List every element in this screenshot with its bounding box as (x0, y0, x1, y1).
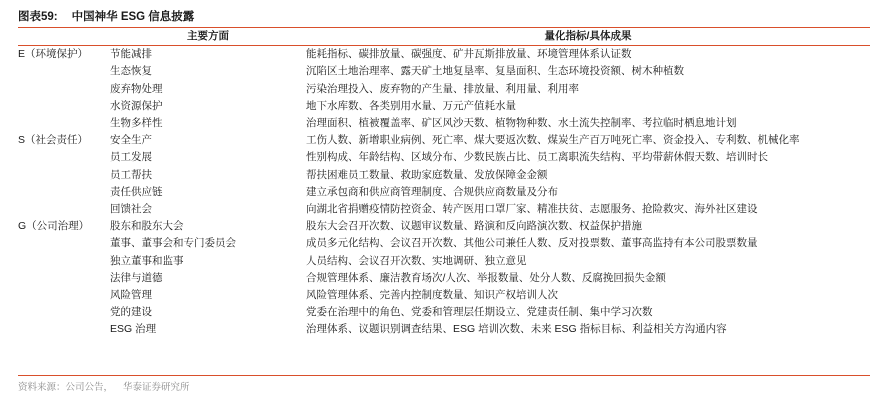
cell-aspect: 法律与道德 (110, 271, 163, 284)
table-row (18, 287, 870, 304)
cell-aspect: 独立董事和监事 (110, 254, 184, 267)
header-dimension (18, 28, 110, 45)
figure-title-text: 中国神华 ESG 信息披露 (71, 11, 195, 23)
table-row (18, 184, 870, 201)
cell-dimension (18, 287, 110, 304)
table-row (18, 218, 870, 235)
cell-indicator: 治理体系、议题识别调查结果、ESG 培训次数、未来 ESG 指标目标、利益相关方沟通内容 (306, 323, 727, 336)
cell-aspect: 节能减排 (110, 48, 152, 61)
cell-dimension (18, 201, 110, 218)
cell-indicator: 性别构成、年龄结构、区域分布、少数民族占比、员工离职流失结构、平均带薪休假天数、培训时长 (306, 151, 768, 164)
cell-aspect: 董事、董事会和专门委员会 (110, 237, 236, 250)
table-row (18, 167, 870, 184)
cell-dimension (18, 270, 110, 287)
cell-aspect: 风险管理 (110, 289, 152, 302)
cell-indicator: 帮扶困难员工数量、救助家庭数量、发放保障金金额 (306, 168, 548, 181)
header-aspect: 主要方面 (187, 30, 229, 42)
cell-dimension (18, 98, 110, 115)
source-text: 公司公告， (65, 382, 114, 393)
cell-aspect: 员工发展 (110, 151, 152, 164)
cell-dimension (18, 235, 110, 252)
cell-dimension (18, 321, 110, 338)
cell-aspect: 安全生产 (110, 134, 152, 147)
cell-dimension (18, 253, 110, 270)
cell-dimension (18, 167, 110, 184)
table-row (18, 81, 870, 98)
cell-indicator: 向湖北省捐赠疫情防控资金、转产医用口罩厂家、精准扶贫、志愿服务、抢险救灾、海外社区建设 (306, 203, 758, 216)
cell-dimension (18, 304, 110, 321)
cell-indicator: 股东大会召开次数、议题审议数量、路演和反向路演次数、权益保护措施 (306, 220, 642, 233)
cell-indicator: 成员多元化结构、会议召开次数、其他公司兼任人数、反对投票数、董事高监持有本公司股票数量 (306, 237, 758, 250)
source-note (18, 379, 870, 393)
cell-indicator: 治理面积、植被覆盖率、矿区风沙天数、植物物种数、水土流失控制率、考拉临时栖息地计划 (306, 117, 737, 130)
cell-aspect: 责任供应链 (110, 185, 163, 198)
table-header-row (18, 28, 870, 45)
cell-indicator: 建立承包商和供应商管理制度、合规供应商数量及分布 (306, 185, 558, 198)
table-row (18, 132, 870, 149)
cell-aspect: 废弃物处理 (110, 82, 163, 95)
esg-disclosure-body (18, 46, 870, 338)
cell-indicator: 风险管理体系、完善内控制度数量、知识产权培训人次 (306, 289, 558, 302)
cell-aspect: 回馈社会 (110, 203, 152, 216)
table-row (18, 253, 870, 270)
figure-number: 图表59: (18, 11, 58, 23)
divider-bottom-wrap (18, 375, 870, 376)
table-row (18, 270, 870, 287)
table-row (18, 46, 870, 63)
table-row (18, 201, 870, 218)
cell-aspect: 水资源保护 (110, 99, 163, 112)
cell-indicator: 沉陷区土地治理率、露天矿土地复垦率、复垦面积、生态环境投资额、树木种植数 (306, 65, 684, 78)
cell-dimension: G（公司治理） (18, 220, 90, 233)
cell-aspect: 股东和股东大会 (110, 220, 184, 233)
cell-indicator: 能耗指标、碳排放量、碳强度、矿井瓦斯排放量、环境管理体系认证数 (306, 48, 632, 61)
cell-dimension: S（社会责任） (18, 134, 89, 147)
cell-dimension: E（环境保护） (18, 48, 89, 61)
cell-indicator: 党委在治理中的角色、党委和管理层任期设立、党建责任制、集中学习次数 (306, 306, 653, 319)
table-row (18, 149, 870, 166)
cell-dimension (18, 149, 110, 166)
divider-bottom (18, 375, 870, 376)
cell-aspect: ESG 治理 (110, 323, 157, 336)
cell-aspect: 生物多样性 (110, 117, 163, 130)
cell-indicator: 污染治理投入、废弃物的产生量、排放量、利用量、利用率 (306, 82, 579, 95)
cell-indicator: 人员结构、会议召开次数、实地调研、独立意见 (306, 254, 527, 267)
cell-aspect: 生态恢复 (110, 65, 152, 78)
table-row (18, 235, 870, 252)
cell-indicator: 合规管理体系、廉洁教育场次/人次、举报数量、处分人数、反腐挽回损失金额 (306, 271, 666, 284)
cell-dimension (18, 115, 110, 132)
cell-dimension (18, 184, 110, 201)
table-row (18, 304, 870, 321)
figure-title (18, 0, 870, 27)
table-row (18, 98, 870, 115)
cell-aspect: 党的建设 (110, 306, 152, 319)
source-institution: 华泰证券研究所 (123, 382, 190, 393)
source-label: 资料来源： (18, 382, 66, 393)
cell-dimension (18, 63, 110, 80)
table-row (18, 115, 870, 132)
table-row (18, 63, 870, 80)
esg-disclosure-table (18, 28, 870, 45)
cell-indicator: 工伤人数、新增职业病例、死亡率、煤大要返次数、煤炭生产百万吨死亡率、资金投入、专利数、机械化率 (306, 134, 800, 147)
cell-dimension (18, 81, 110, 98)
cell-aspect: 员工帮扶 (110, 168, 152, 181)
cell-indicator: 地下水库数、各类别用水量、万元产值耗水量 (306, 99, 516, 112)
header-indicator: 量化指标/具体成果 (544, 30, 632, 42)
table-row (18, 321, 870, 338)
